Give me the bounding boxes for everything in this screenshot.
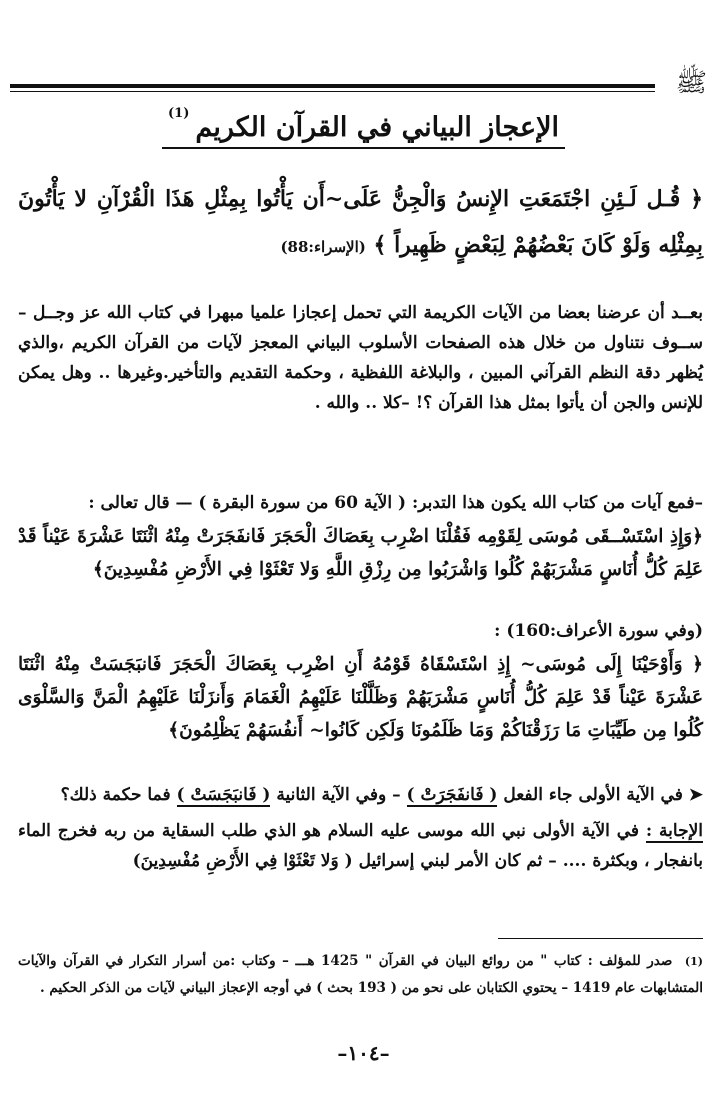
arrow-icon: ➤ [688,785,703,805]
answer-paragraph [18,816,703,876]
intro-paragraph: بعــد أن عرضنا بعضا من الآيات الكريمة التي تحمل إعجازا علميا مبهرا في كتاب الله عز وجــل – ســوف نتناول من خلال هذه الصفحات الأسلوب البياني المعجز لآيات من القرآن الكريم ،والذي يُظهر دقة النظم القرآني المبين ، والبلاغة اللفظية ، وحكمة التقديم والتأخير.وغيرها .. وهل يمكن للإنس والجن أن يأتوا بمثل هذا القرآن ؟! –كلا .. والله . [18,303,703,413]
footnote-text: صدر للمؤلف : كتاب " من روائع البيان في القرآن " 1425 هـــ – وكتاب :من أسرار التكرار في القرآن والآيات المتشابهات عام 1419 – يحتوي الكتابان على نحو من ( 193 بحث ) في أوجه الإعجاز البياني لآيات من الذكر الحكيم . [18,953,703,996]
title-text: الإعجاز البياني في القرآن الكريم [195,112,559,143]
verse-araf: ﴿ وَأَوْحَيْنَا إِلَى مُوسَى~ إِذِ اسْتَسْقَاهُ قَوْمُهُ أَنِ اضْرِب بِعَصَاكَ الْحَجَرَ فَانبَجَسَتْ مِنْهُ اثْنَتَا عَشْرَةَ عَيْناً قَدْ عَلِمَ كُلُّ أُنَاسٍ مَشْرَبَهُمْ وَظَلَّلْنَا عَلَيْهِمُ الْغَمَامَ وَأَنزَلْنَا عَلَيْهِمُ الْمَنَّ وَالسَّلْوَى كُلُوا مِن طَيِّبَاتِ مَا رَزَقْنَاكُمْ وَمَا ظَلَمُونَا وَلَكِن كَانُوا~ أَنفُسَهُمْ يَظْلِمُونَ﴾ [18,654,703,741]
verse-isra-text: ﴿ قُـل لَـئِنِ اجْتَمَعَتِ الإِنسُ وَالْجِنُّ عَلَى~أَن يَأْتُوا بِمِثْلِ هَذَا الْقُرْآنِ لا يَأْتُونَ بِمِثْلِه وَلَوْ كَانَ بَعْضُهُمْ لِبَعْضٍ ظَهِيراً ﴾ [18,186,703,258]
verse-isra [18,176,703,270]
salutation-ornament: ﷺ [675,68,707,98]
footnote-rule [498,938,703,939]
header-rule-thick [10,84,655,88]
section-lead: –فمع آيات من كتاب الله يكون هذا التدبر: ( الآية 60 من سورة البقرة ) — قال تعالى : [88,493,703,513]
question-part3: فما حكمة ذلك؟ [60,785,171,805]
answer-label: الإجابة : [645,821,703,841]
question-word2: ( فَانبَجَسَتْ ) [176,785,271,805]
footnote-mark: (1) [684,955,703,968]
question-part2: – وفي الآية الثانية [276,785,401,805]
answer-text: في الآية الأولى نبي الله موسى عليه السلام هو الذي طلب السقاية من ربه فخرج الماء بانفجار ، وبكثرة .... – ثم كان الأمر لبني إسرائيل ( وَلا تَعْثَوْا فِي الأَرْضِ مُفْسِدِينَ) [18,821,703,871]
question-word1: ( فَانفَجَرَتْ ) [406,785,498,805]
title-wrap [0,106,727,149]
page-number: –١٠٤– [337,1041,390,1065]
title-footnote-mark: (1) [168,106,190,121]
header-rule-thin [10,91,655,92]
page-title [162,106,565,149]
verse-isra-ref: (الإسراء:88) [280,238,366,256]
question-line [18,780,703,810]
verse-baqara: ﴿وَإِذِ اسْتَسْــقَى مُوسَى لِقَوْمِه فَقُلْنَا اضْرِب بِعَصَاكَ الْحَجَرَ فَانفَجَرَتْ مِنْهُ اثْنَتَا عَشْرَةَ عَيْناً قَدْ عَلِمَ كُلُّ أُنَاسٍ مَشْرَبَهُمْ كُلُوا وَاشْرَبُوا مِن رِزْقِ اللَّهِ وَلا تَعْثَوْا فِي الأَرْضِ مُفْسِدِينَ﴾ [18,526,703,580]
footnote [18,948,703,1002]
question-part1: في الآية الأولى جاء الفعل [503,785,683,805]
araf-intro: (وفي سورة الأعراف:160) : [494,621,703,641]
